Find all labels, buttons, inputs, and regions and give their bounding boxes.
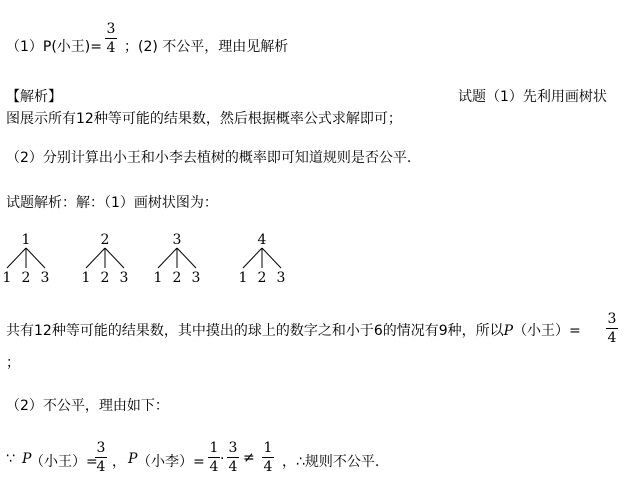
tree-leaf-label: 3 [40,270,50,286]
final-conclusion: ，∴规则不公平. [282,454,380,470]
answer-fraction [105,21,117,56]
tree-branch [177,248,196,268]
final-fraction-3 [227,440,239,475]
tree-branch [7,248,26,268]
result-fraction-denominator: 4 [607,330,617,346]
tree-branch [86,248,105,268]
result-semicolon: ； [6,355,20,371]
fraction-bar [105,38,117,39]
fraction-numerator: 1 [209,440,219,456]
final-p1-argument: （小王）= [30,454,98,470]
tree-1 [3,232,50,286]
tree-leaf-label: 2 [21,270,31,286]
probability-argument: （小王）= [513,323,581,339]
answer-fraction-numerator: 3 [106,21,116,37]
analysis-line1: 试题（1）先利用画树状 [458,89,607,105]
fraction-bar [95,457,107,458]
tree-leaf-label: 2 [257,270,267,286]
answer-fraction-denominator: 4 [106,40,116,56]
tree-leaf-label: 1 [238,270,248,286]
tree-branch [158,248,177,268]
result-fraction-numerator: 3 [607,311,617,327]
fraction-numerator: 1 [263,440,273,456]
final-fraction-4 [262,440,274,475]
tree-leaf-label: 2 [100,270,110,286]
answer-part2: ；(2) 不公平，理由见解析 [124,39,289,55]
fraction-denominator: 4 [209,459,219,475]
probability-symbol: P [503,323,514,339]
tree-leaf-label: 1 [81,270,91,286]
solution-intro: 试题解析：解：（1）画树状图为： [6,195,218,211]
fraction-bar [606,328,618,329]
tree-4 [239,232,286,286]
final-because: ∵ [6,451,15,467]
tree-branch [26,248,45,268]
analysis-line2: 图展示所有12种等可能的结果数，然后根据概率公式求解即可； [6,111,402,127]
final-p2-argument: （小李）= [137,454,205,470]
fraction-denominator: 4 [228,459,238,475]
answer-part1-label: （1）P(小王)= [6,39,103,55]
fraction-denominator: 4 [263,459,273,475]
fraction-bar [208,457,220,458]
result-text: 共有12种等可能的结果数，其中摸出的球上的数字之和小于6的情况有9种，所以 [6,323,504,339]
fraction-denominator: 4 [96,459,106,475]
tree-branch [105,248,124,268]
tree-leaf-label: 3 [191,270,201,286]
result-statement [6,320,581,340]
part2-intro: （2）不公平，理由如下： [6,398,169,414]
final-fraction-2 [208,440,220,475]
probability-symbol: P [22,451,32,467]
result-fraction [606,311,618,346]
tree-2 [82,232,129,286]
final-fraction-1 [95,440,107,475]
tree-leaf-label: 1 [153,270,163,286]
fraction-numerator: 3 [228,440,238,456]
tree-root-label: 1 [21,232,31,248]
fraction-bar [227,457,239,458]
tree-root-label: 2 [100,232,110,248]
tree-branch [262,248,281,268]
tree-leaf-label: 2 [172,270,182,286]
final-separator: ， [112,454,126,470]
tree-root-label: 4 [257,232,267,248]
fraction-bar [262,457,274,458]
tree-branch [243,248,262,268]
multiply-dot: · [220,451,225,467]
tree-leaf-label: 3 [276,270,286,286]
probability-symbol: P [128,451,138,467]
analysis-line3: （2）分别计算出小王和小李去植树的概率即可知道规则是否公平. [6,150,412,166]
not-equal-sign: ≠ [243,450,255,466]
fraction-numerator: 3 [96,440,106,456]
tree-diagram [0,226,630,296]
tree-root-label: 3 [172,232,182,248]
tree-3 [154,232,201,286]
tree-leaf-label: 3 [119,270,129,286]
analysis-heading: 【解析】 [6,89,62,105]
tree-leaf-label: 1 [2,270,12,286]
